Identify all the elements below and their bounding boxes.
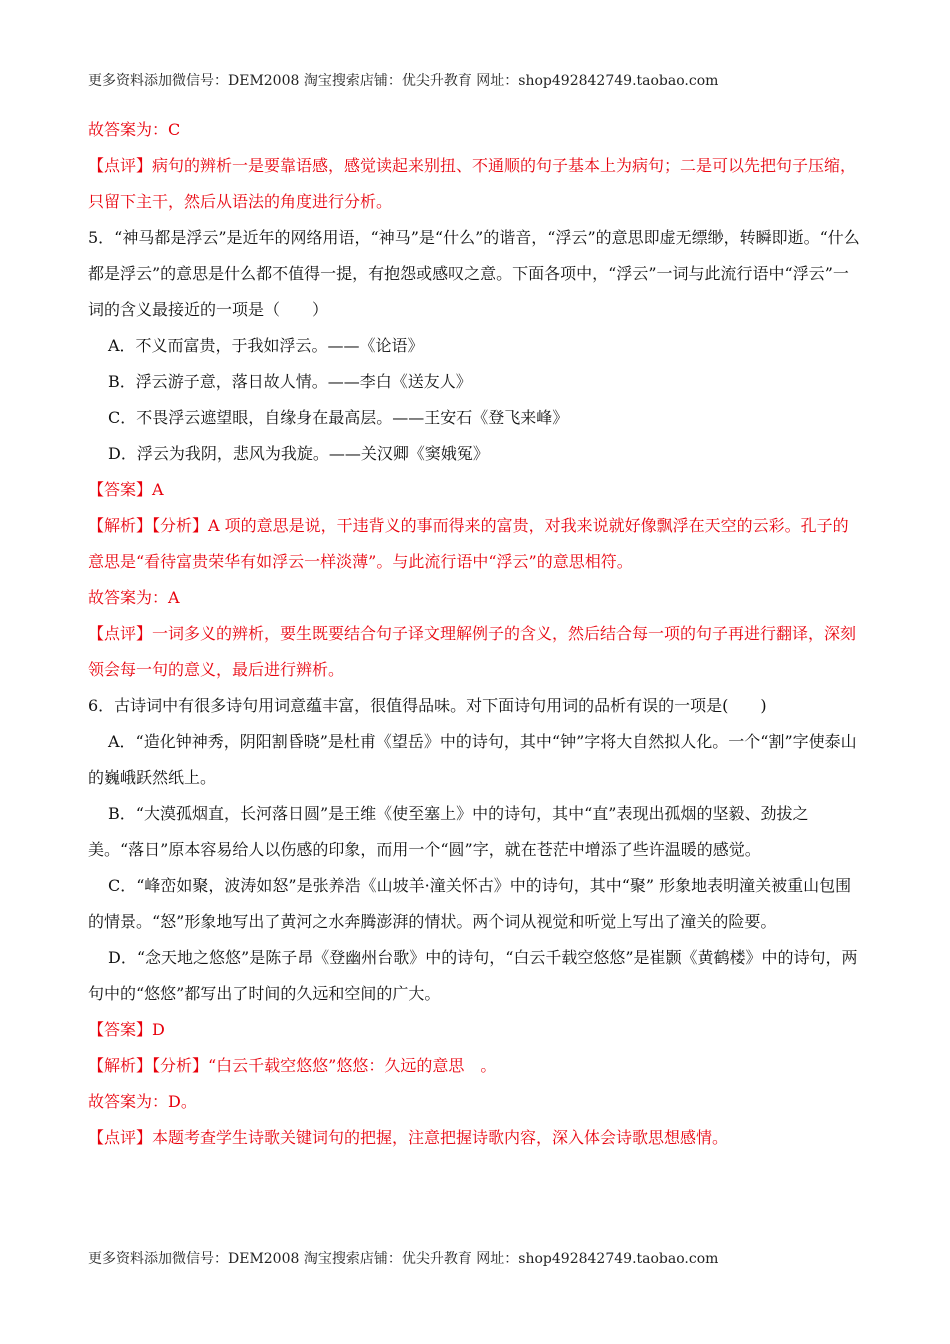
q6-stem: 6．古诗词中有很多诗句用词意蕴丰富，很值得品味。对下面诗句用词的品析有误的一项是( ): [88, 696, 767, 715]
q5-option-a: A．不义而富贵，于我如浮云。——《论语》: [108, 336, 424, 355]
q5-conclusion: 故答案为：A: [88, 588, 180, 607]
q5-answer: 【答案】A: [88, 480, 164, 499]
q6-conclusion: 故答案为：D。: [88, 1092, 197, 1111]
page-header: 更多资料添加微信号：DEM2008 淘宝搜索店铺：优尖升教育 网址：shop492842749.taobao.com: [88, 73, 719, 89]
q6-answer: 【答案】D: [88, 1020, 165, 1039]
q5-option-c: C．不畏浮云遮望眼，自缘身在最高层。——王安石《登飞来峰》: [108, 408, 569, 427]
q6-option-d: D．“念天地之悠悠”是陈子昂《登幽州台歌》中的诗句，“白云千载空悠悠”是崔颢《黄鹤楼》中的诗句，两句中的“悠悠”都写出了时间的久远和空间的广大。: [88, 948, 858, 1003]
q6-option-b: B．“大漠孤烟直，长河落日圆”是王维《使至塞上》中的诗句，其中“直”表现出孤烟的坚毅、劲拔之美。“落日”原本容易给人以伤感的印象，而用一个“圆”字，就在苍茫中增添了些许温暖的感觉。: [88, 804, 809, 859]
page-footer: 更多资料添加微信号：DEM2008 淘宝搜索店铺：优尖升教育 网址：shop492842749.taobao.com: [88, 1251, 719, 1267]
q5-option-b: B．浮云游子意，落日故人情。——李白《送友人》: [108, 372, 472, 391]
q6-comment: 【点评】本题考查学生诗歌关键词句的把握，注意把握诗歌内容，深入体会诗歌思想感情。: [88, 1128, 729, 1147]
q5-stem: 5．“神马都是浮云”是近年的网络用语，“神马”是“什么”的谐音，“浮云”的意思即虚无缥缈，转瞬即逝。“什么都是浮云”的意思是什么都不值得一提，有抱怨或感叹之意。下面各项中，“浮云”一词与此流行语中“浮云”一词的含义最接近的一项是（ ）: [88, 228, 860, 319]
q6-option-c: C．“峰峦如聚，波涛如怒”是张养浩《山坡羊·潼关怀古》中的诗句，其中“聚” 形象地表明潼关被重山包围的情景。“怒”形象地写出了黄河之水奔腾澎湃的情状。两个词从视觉和听觉上写出了潼关的险要。: [88, 876, 852, 931]
q6-analysis: 【解析】【分析】“白云千载空悠悠”悠悠：久远的意思 。: [88, 1056, 497, 1075]
q6-option-a: A．“造化钟神秀，阴阳割昏晓”是杜甫《望岳》中的诗句，其中“钟”字将大自然拟人化。一个“割”字使泰山的巍峨跃然纸上。: [88, 732, 857, 787]
q5-analysis: 【解析】【分析】A 项的意思是说，干违背义的事而得来的富贵，对我来说就好像飘浮在天空的云彩。孔子的意思是“看待富贵荣华有如浮云一样淡薄”。与此流行语中“浮云”的意思相符。: [88, 516, 849, 571]
prev-conclusion: 故答案为：C: [88, 120, 181, 139]
document-body: [88, 112, 864, 1156]
prev-comment: 【点评】病句的辨析一是要靠语感，感觉读起来别扭、不通顺的句子基本上为病句；二是可以先把句子压缩，只留下主干，然后从语法的角度进行分析。: [88, 156, 857, 211]
q5-option-d: D．浮云为我阴，悲风为我旋。——关汉卿《窦娥冤》: [108, 444, 489, 463]
q5-comment: 【点评】一词多义的辨析，要生既要结合句子译文理解例子的含义，然后结合每一项的句子再进行翻译，深刻领会每一句的意义，最后进行辨析。: [88, 624, 857, 679]
